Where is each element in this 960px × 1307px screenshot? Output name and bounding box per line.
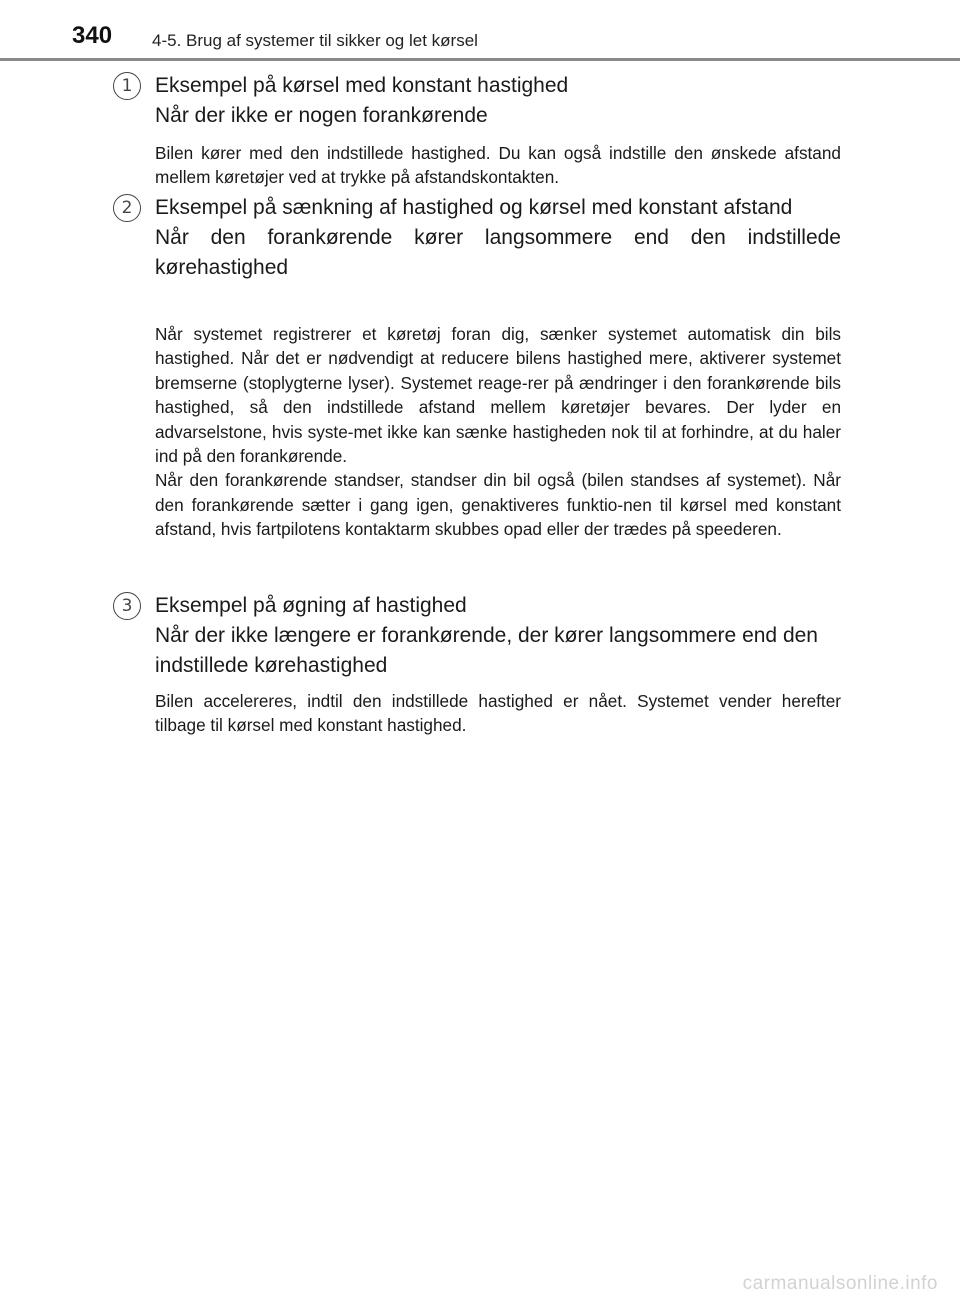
heading-line: Når den forankørende kører langsommere end den indstillede kørehastighed	[155, 226, 841, 279]
page-number: 340	[72, 22, 113, 49]
heading-line: Når der ikke længere er forankørende, der kører langsommere end den indstillede kørehastighed	[155, 624, 818, 677]
heading-line: Eksempel på sænkning af hastighed og kørsel med konstant afstand	[155, 196, 793, 219]
example-heading	[155, 591, 841, 681]
heading-line: Eksempel på øgning af hastighed	[155, 594, 467, 617]
watermark: carmanualsonline.info	[742, 1273, 938, 1294]
page-header	[0, 0, 960, 50]
number-badge: 3	[113, 592, 141, 620]
example-body	[155, 689, 841, 738]
body-paragraph: Når den forankørende standser, standser din bil også (bilen standses af systemet). Når den forankørende sætter i gang igen, genaktiveres funktio-nen til kørsel med konstant afstand, hvis fartpilotens kontaktarm skubbes opad eller der trædes på speederen.	[155, 470, 841, 540]
body-paragraph: Bilen kører med den indstillede hastighed. Du kan også indstille den ønskede afstand mellem køretøjer ved at trykke på afstandskontakten.	[155, 143, 841, 188]
example-body	[155, 141, 841, 190]
body-paragraph: Når systemet registrerer et køretøj foran dig, sænker systemet automatisk din bils hastighed. Når det er nødvendigt at reducere bilens hastighed mere, aktiverer systemet bremserne (stoplygterne lyser). Systemet reage-rer på ændringer i den forankørende bils hastighed, så den indstillede afstand mellem køretøjer bevares. Der lyder en advarselstone, hvis syste-met ikke kan sænke hastigheden nok til at forhindre, at du haler ind på den forankørende.	[155, 324, 841, 467]
example-heading	[155, 71, 841, 131]
header-divider	[0, 58, 960, 61]
section-title: 4-5. Brug af systemer til sikker og let kørsel	[152, 31, 478, 50]
example-body	[155, 322, 841, 542]
number-badge: 2	[113, 194, 141, 222]
number-badge: 1	[113, 72, 141, 100]
body-paragraph: Bilen accelereres, indtil den indstillede hastighed er nået. Systemet vender herefter tilbage til kørsel med konstant hastighed.	[155, 691, 841, 736]
heading-line: Eksempel på kørsel med konstant hastighed	[155, 74, 569, 97]
heading-line: Når der ikke er nogen forankørende	[155, 104, 488, 127]
example-heading	[155, 193, 841, 283]
